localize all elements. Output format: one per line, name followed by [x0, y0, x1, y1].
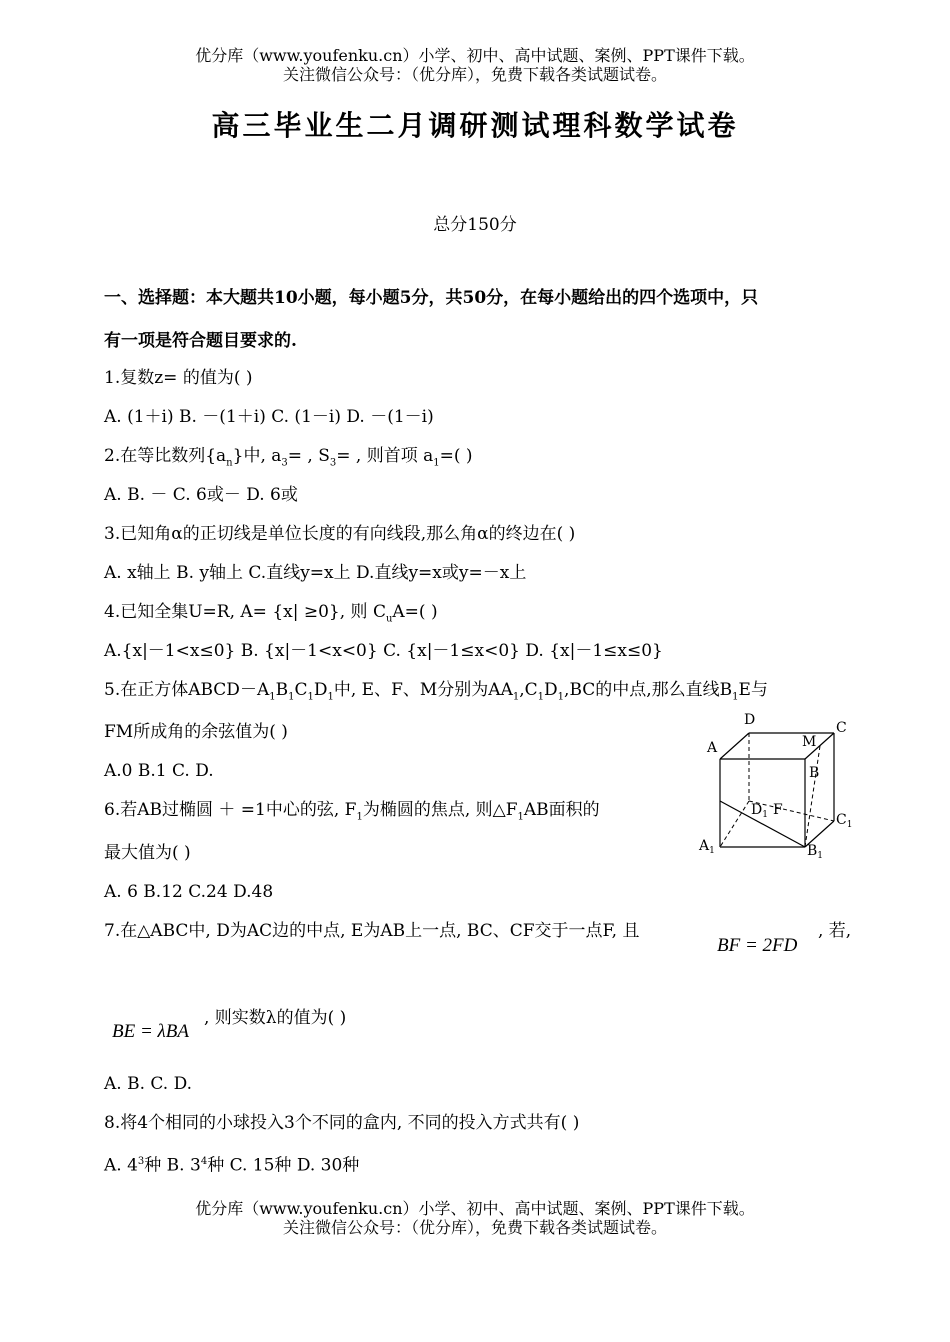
question-5-options: A.0 B.1 C. D. [104, 761, 214, 781]
question-1-stem: 1.复数z= 的值为( ) [104, 368, 253, 388]
page-title: 高三毕业生二月调研测试理科数学试卷 [211, 109, 739, 142]
cube-diagram [690, 706, 860, 866]
question-3-options: A. x轴上 B. y轴上 C.直线y=x上 D.直线y=x或y=－x上 [104, 563, 527, 583]
question-6-options: A. 6 B.12 C.24 D.48 [104, 882, 274, 902]
question-4-stem: 4.已知全集U=R, A= {x| ≥0}, 则 $C_uA=$( ) [104, 602, 438, 625]
question-5-stem-line-2: FM所成角的余弦值为( ) [104, 722, 288, 742]
question-7-stem-line-2: , 则实数λ的值为( ) [204, 1008, 347, 1028]
cube-label-b1: $B_1$ [807, 843, 824, 861]
question-7-stem-tail: , 若, [818, 921, 852, 941]
cube-label-b: B [809, 765, 820, 781]
question-7-options: A. B. C. D. [104, 1074, 193, 1094]
footer-line-1: 优分库（www.youfenku.cn）小学、初中、高中试题、案例、PPT课件下载。 [195, 1199, 755, 1218]
section-heading-line-1: 一、选择题：本大题共10小题，每小题5分，共50分，在每小题给出的四个选项中，只 [104, 288, 759, 308]
question-8-stem: 8.将4个相同的小球投入3个不同的盒内, 不同的投入方式共有( ) [104, 1113, 580, 1133]
section-heading-line-2: 有一项是符合题目要求的. [104, 331, 297, 351]
vector-be-equation: BE = λBA [112, 1021, 189, 1042]
total-score: 总分150分 [433, 215, 517, 235]
question-8-options: A. $4^3$种 B. $3^4$种 C. 15种 D. 30种 [104, 1155, 360, 1176]
question-2-stem: 2.在等比数列$\{a_n\}$中, $a_3=$ , $S_3=$ , 则首项 $a_1=$( ) [104, 446, 473, 469]
question-5-stem-line-1: 5.在正方体$ABCD-A_1B_1C_1D_1$中, E、F、M分别为$AA_1,C_1D_1,BC$的中点,那么直线$B_1E$与 [104, 680, 768, 703]
question-6-stem-line-2: 最大值为( ) [104, 843, 191, 863]
vector-bf-equation: BF = 2FD [717, 935, 798, 956]
question-1-options: A. (1＋i) B. －(1＋i) C. (1－i) D. －(1－i) [104, 407, 434, 427]
question-2-options: A. B. － C. 6或－ D. 6或 [104, 485, 298, 505]
question-6-stem-line-1: 6.若AB过椭圆 ＋ =1中心的弦, $F_1$为椭圆的焦点, 则$\triangle F_1AB$面积的 [104, 800, 600, 823]
question-3-stem: 3.已知角α的正切线是单位长度的有向线段,那么角α的终边在( ) [104, 524, 576, 544]
cube-label-f: F [773, 802, 783, 818]
cube-label-a1: $A_1$ [699, 838, 715, 856]
question-7-stem-line-1: 7.在△ABC中, D为AC边的中点, E为AB上一点, BC、CF交于一点F, 且 [104, 921, 640, 941]
header-line-2: 关注微信公众号：（优分库），免费下载各类试题试卷。 [282, 65, 667, 84]
cube-label-c1: $C_1$ [836, 812, 853, 830]
question-4-options: A.{x|－1<x≤0} B. {x|－1<x<0} C. {x|－1≤x<0} D. {x|－1≤x≤0} [104, 641, 663, 661]
cube-label-d: D [744, 712, 756, 728]
cube-label-m: M [802, 734, 817, 750]
cube-label-c: C [836, 720, 847, 736]
cube-label-a: A [707, 740, 718, 756]
header-line-1: 优分库（www.youfenku.cn）小学、初中、高中试题、案例、PPT课件下载。 [195, 46, 755, 65]
footer-line-2: 关注微信公众号：（优分库），免费下载各类试题试卷。 [282, 1218, 667, 1237]
cube-label-d1: $D_1$ [751, 802, 768, 820]
